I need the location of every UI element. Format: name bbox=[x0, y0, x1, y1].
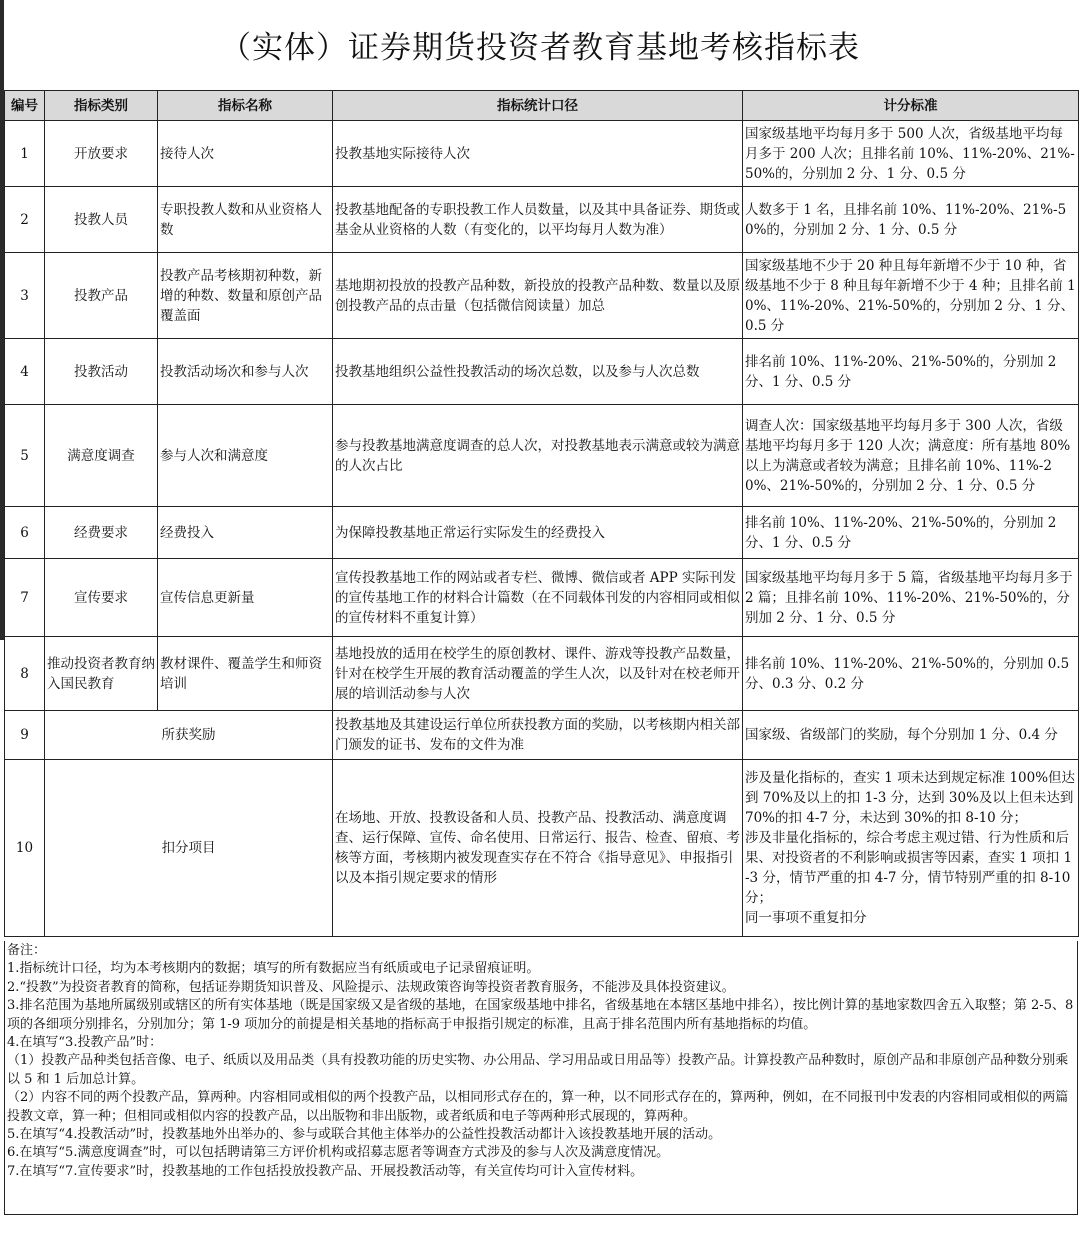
row-scope: 投教基地实际接待人次 bbox=[333, 121, 743, 187]
row-indicator-name: 教材课件、覆盖学生和师资培训 bbox=[158, 637, 333, 711]
row-score: 排名前 10%、11%-20%、21%-50%的，分别加 0.5 分、0.3 分、0.2 分 bbox=[743, 637, 1079, 711]
row-score: 国家级、省级部门的奖励，每个分别加 1 分、0.4 分 bbox=[743, 711, 1079, 760]
table-row bbox=[5, 711, 1079, 760]
note-item: 2.“投教”为投资者教育的简称，包括证券期货知识普及、风险提示、法规政策咨询等投资者教育服务，不能涉及具体投资建议。 bbox=[7, 979, 735, 995]
note-item: （1）投教产品种类包括音像、电子、纸质以及用品类（具有投教功能的历史实物、办公用品、学习用品或日用品等）投教产品。计算投教产品种数时，原创产品和非原创产品种数分别乘以 5 和 1 后加总计算。 bbox=[7, 1053, 1069, 1087]
row-score bbox=[743, 760, 1079, 937]
assessment-table bbox=[4, 90, 1079, 937]
row-score: 排名前 10%、11%-20%、21%-50%的，分别加 2 分、1 分、0.5 分 bbox=[743, 339, 1079, 405]
row-no: 7 bbox=[5, 559, 45, 637]
note-item: （2）内容不同的两个投教产品，算两种。内容相同或相似的两个投教产品，以相同形式存在的，算一种，以不同形式存在的，算两种，例如，在不同报刊中发表的内容相同或相似的两篇投教文章，算一种；但相同或相似内容的投教产品，以出版物和非出版物，或者纸质和电子等两种形式展现的，算两种。 bbox=[7, 1090, 1069, 1124]
page-title: （实体）证券期货投资者教育基地考核指标表 bbox=[220, 30, 860, 66]
row-indicator-name: 投教产品考核期初种数，新增的种数、数量和原创产品覆盖面 bbox=[158, 253, 333, 339]
row-scope: 投教基地及其建设运行单位所获投教方面的奖励，以考核期内相关部门颁发的证书、发布的文件为准 bbox=[333, 711, 743, 760]
table-row bbox=[5, 121, 1079, 187]
row-scope: 基地期初投放的投教产品种数，新投放的投教产品种数、数量以及原创投教产品的点击量（包括微信阅读量）加总 bbox=[333, 253, 743, 339]
score-line: 同一事项不重复扣分 bbox=[745, 910, 867, 926]
row-no: 1 bbox=[5, 121, 45, 187]
row-category: 投教人员 bbox=[45, 187, 158, 253]
table-row bbox=[5, 339, 1079, 405]
row-category: 推动投资者教育纳入国民教育 bbox=[45, 637, 158, 711]
table-row bbox=[5, 760, 1079, 937]
row-category-name-merged: 所获奖励 bbox=[45, 711, 333, 760]
row-category: 宣传要求 bbox=[45, 559, 158, 637]
row-score: 国家级基地平均每月多于 5 篇，省级基地平均每月多于 2 篇；且排名前 10%、11%-20%、21%-50%的，分别加 2 分、1 分、0.5 分 bbox=[743, 559, 1079, 637]
header-category: 指标类别 bbox=[45, 91, 158, 121]
row-category: 开放要求 bbox=[45, 121, 158, 187]
notes-heading: 备注： bbox=[7, 943, 47, 958]
table-row bbox=[5, 187, 1079, 253]
row-score: 调查人次：国家级基地平均每月多于 300 人次，省级基地平均每月多于 120 人次；满意度：所有基地 80%以上为满意或者较为满意；且排名前 10%、11%-20%、21%-50%的，分别加 2 分、1 分、0.5 分 bbox=[743, 405, 1079, 507]
table-row bbox=[5, 253, 1079, 339]
notes-section bbox=[4, 941, 1078, 1215]
row-no: 6 bbox=[5, 507, 45, 559]
header-name: 指标名称 bbox=[158, 91, 333, 121]
score-line: 涉及非量化指标的，综合考虑主观过错、行为性质和后果、对投资者的不利影响或损害等因素，查实 1 项扣 1-3 分，情节严重的扣 4-7 分，情节特别严重的扣 8-10 分； bbox=[745, 830, 1073, 906]
row-no: 4 bbox=[5, 339, 45, 405]
row-indicator-name: 投教活动场次和参与人次 bbox=[158, 339, 333, 405]
row-indicator-name: 接待人次 bbox=[158, 121, 333, 187]
row-score: 国家级基地不少于 20 种且每年新增不少于 10 种，省级基地不少于 8 种且每年新增不少于 4 种；且排名前 10%、11%-20%、21%-50%的，分别加 2 分、1 分、0.5 分 bbox=[743, 253, 1079, 339]
row-scope: 在场地、开放、投教设备和人员、投教产品、投教活动、满意度调查、运行保障、宣传、命名使用、日常运行、报告、检查、留痕、考核等方面，考核期内被发现查实存在不符合《指导意见》、申报指引以及本指引规定要求的情形 bbox=[333, 760, 743, 937]
row-score: 人数多于 1 名，且排名前 10%、11%-20%、21%-50%的，分别加 2 分、1 分、0.5 分 bbox=[743, 187, 1079, 253]
table-row bbox=[5, 559, 1079, 637]
row-no: 5 bbox=[5, 405, 45, 507]
note-item: 1.指标统计口径，均为本考核期内的数据；填写的所有数据应当有纸质或电子记录留痕证明。 bbox=[7, 961, 540, 977]
table-header-row bbox=[5, 91, 1079, 121]
row-scope: 基地投放的适用在校学生的原创教材、课件、游戏等投教产品数量，针对在校学生开展的教育活动覆盖的学生人次，以及针对在校老师开展的培训活动参与人次 bbox=[333, 637, 743, 711]
header-score: 计分标准 bbox=[743, 91, 1079, 121]
row-indicator-name: 宣传信息更新量 bbox=[158, 559, 333, 637]
row-no: 8 bbox=[5, 637, 45, 711]
row-no: 9 bbox=[5, 711, 45, 760]
row-category: 投教产品 bbox=[45, 253, 158, 339]
row-scope: 投教基地组织公益性投教活动的场次总数，以及参与人次总数 bbox=[333, 339, 743, 405]
row-no: 3 bbox=[5, 253, 45, 339]
row-indicator-name: 参与人次和满意度 bbox=[158, 405, 333, 507]
note-item: 5.在填写“4.投教活动”时，投教基地外出举办的、参与或联合其他主体举办的公益性投教活动都计入该投教基地开展的活动。 bbox=[7, 1127, 722, 1143]
row-no: 2 bbox=[5, 187, 45, 253]
row-no: 10 bbox=[5, 760, 45, 937]
note-item: 3.排名范围为基地所属级别或辖区的所有实体基地（既是国家级又是省级的基地，在国家级基地中排名，省级基地在本辖区基地中排名），按比例计算的基地家数四舍五入取整；第 2-5、8 项的各细项分别排名，分别加分；第 1-9 项加分的前提是相关基地的指标高于申报指引规定的标准，且高于排名范围内所有基地指标的均值。 bbox=[7, 998, 1074, 1032]
score-line: 涉及量化指标的，查实 1 项未达到规定标准 100%但达到 70%及以上的扣 1-3 分，达到 30%及以上但未达到 70%的扣 4-7 分，未达到 30%的扣 8-10 分； bbox=[745, 770, 1076, 826]
header-scope: 指标统计口径 bbox=[333, 91, 743, 121]
note-item: 7.在填写“7.宣传要求”时，投教基地的工作包括投放投教产品、开展投教活动等，有关宣传均可计入宣传材料。 bbox=[7, 1163, 644, 1179]
row-scope: 参与投教基地满意度调查的总人次，对投教基地表示满意或较为满意的人次占比 bbox=[333, 405, 743, 507]
row-indicator-name: 专职投教人数和从业资格人数 bbox=[158, 187, 333, 253]
row-category-name-merged: 扣分项目 bbox=[45, 760, 333, 937]
note-item: 6.在填写“5.满意度调查”时，可以包括聘请第三方评价机构或招募志愿者等调查方式涉及的参与人次及满意度情况。 bbox=[7, 1145, 670, 1161]
note-item: 4.在填写“3.投教产品”时： bbox=[7, 1035, 163, 1051]
row-category: 投教活动 bbox=[45, 339, 158, 405]
row-score: 国家级基地平均每月多于 500 人次，省级基地平均每月多于 200 人次；且排名前 10%、11%-20%、21%-50%的，分别加 2 分、1 分、0.5 分 bbox=[743, 121, 1079, 187]
header-no: 编号 bbox=[5, 91, 45, 121]
table-row bbox=[5, 405, 1079, 507]
row-scope: 投教基地配备的专职投教工作人员数量，以及其中具备证券、期货或基金从业资格的人数（有变化的，以平均每月人数为准） bbox=[333, 187, 743, 253]
row-scope: 为保障投教基地正常运行实际发生的经费投入 bbox=[333, 507, 743, 559]
row-indicator-name: 经费投入 bbox=[158, 507, 333, 559]
row-score: 排名前 10%、11%-20%、21%-50%的，分别加 2 分、1 分、0.5 分 bbox=[743, 507, 1079, 559]
row-scope: 宣传投教基地工作的网站或者专栏、微博、微信或者 APP 实际刊发的宣传基地工作的材料合计篇数（在不同载体刊发的内容相同或相似的宣传材料不重复计算） bbox=[333, 559, 743, 637]
table-row bbox=[5, 637, 1079, 711]
row-category: 经费要求 bbox=[45, 507, 158, 559]
row-category: 满意度调查 bbox=[45, 405, 158, 507]
table-row bbox=[5, 507, 1079, 559]
